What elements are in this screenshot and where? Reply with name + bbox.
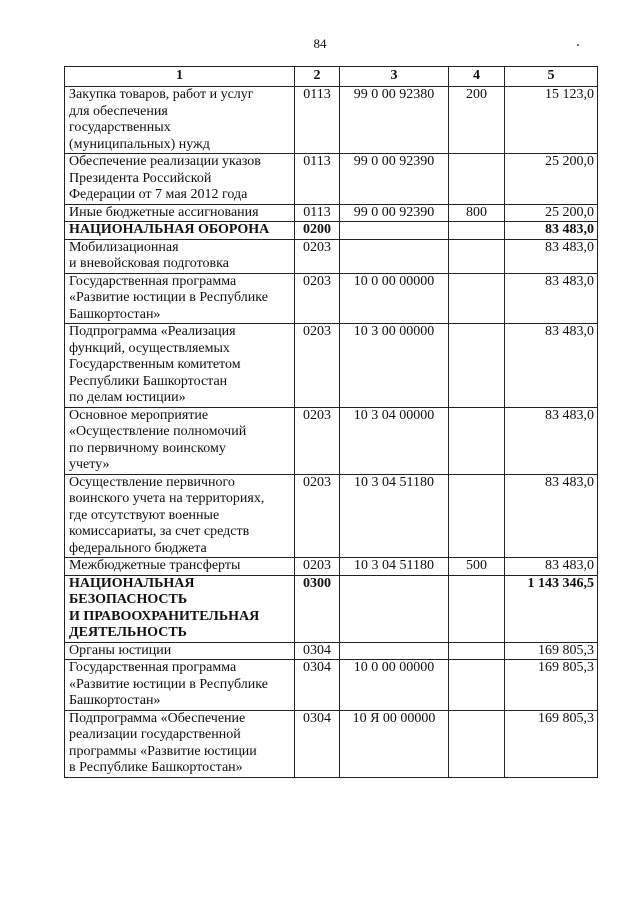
row-amount: 15 123,0 bbox=[505, 87, 598, 154]
row-target-code: 99 0 00 92390 bbox=[340, 154, 449, 205]
row-section-code: 0113 bbox=[295, 154, 340, 205]
row-name: Иные бюджетные ассигнования bbox=[65, 204, 295, 222]
row-target-code: 10 3 04 51180 bbox=[340, 558, 449, 576]
column-header: 2 bbox=[295, 67, 340, 87]
row-section-code: 0304 bbox=[295, 710, 340, 777]
column-header: 1 bbox=[65, 67, 295, 87]
row-target-code bbox=[340, 239, 449, 273]
row-expense-type bbox=[449, 407, 505, 474]
row-expense-type bbox=[449, 642, 505, 660]
table-row bbox=[65, 239, 598, 273]
table-row bbox=[65, 575, 598, 642]
row-target-code: 10 3 00 00000 bbox=[340, 324, 449, 408]
row-expense-type: 200 bbox=[449, 87, 505, 154]
table-row bbox=[65, 642, 598, 660]
header-row bbox=[65, 67, 598, 87]
row-section-code: 0203 bbox=[295, 407, 340, 474]
row-name: Межбюджетные трансферты bbox=[65, 558, 295, 576]
row-expense-type bbox=[449, 660, 505, 711]
table-body bbox=[65, 87, 598, 778]
row-target-code bbox=[340, 222, 449, 240]
row-name: Подпрограмма «Обеспечение реализации государственной программы «Развитие юстиции в Республике Башкортостан» bbox=[65, 710, 295, 777]
row-amount: 83 483,0 bbox=[505, 407, 598, 474]
row-amount: 25 200,0 bbox=[505, 154, 598, 205]
row-expense-type bbox=[449, 575, 505, 642]
row-target-code bbox=[340, 642, 449, 660]
row-target-code: 10 3 04 51180 bbox=[340, 474, 449, 558]
row-name: Мобилизационная и вневойсковая подготовка bbox=[65, 239, 295, 273]
row-section-code: 0203 bbox=[295, 558, 340, 576]
table-row bbox=[65, 222, 598, 240]
row-expense-type bbox=[449, 273, 505, 324]
row-target-code: 10 3 04 00000 bbox=[340, 407, 449, 474]
row-amount: 83 483,0 bbox=[505, 324, 598, 408]
row-target-code: 10 0 00 00000 bbox=[340, 660, 449, 711]
budget-table bbox=[64, 66, 598, 778]
scan-speck bbox=[577, 44, 579, 46]
row-expense-type: 800 bbox=[449, 204, 505, 222]
row-name: Государственная программа «Развитие юстиции в Республике Башкортостан» bbox=[65, 273, 295, 324]
table-row bbox=[65, 474, 598, 558]
row-expense-type bbox=[449, 239, 505, 273]
row-amount: 83 483,0 bbox=[505, 222, 598, 240]
row-section-code: 0300 bbox=[295, 575, 340, 642]
row-name: Органы юстиции bbox=[65, 642, 295, 660]
table-row bbox=[65, 407, 598, 474]
column-header: 3 bbox=[340, 67, 449, 87]
row-section-code: 0304 bbox=[295, 642, 340, 660]
row-expense-type bbox=[449, 710, 505, 777]
row-amount: 25 200,0 bbox=[505, 204, 598, 222]
table-row bbox=[65, 660, 598, 711]
row-target-code bbox=[340, 575, 449, 642]
row-section-code: 0113 bbox=[295, 87, 340, 154]
row-name: Подпрограмма «Реализация функций, осуществляемых Государственным комитетом Республики Башкортостан по делам юстиции» bbox=[65, 324, 295, 408]
row-name: Обеспечение реализации указов Президента Российской Федерации от 7 мая 2012 года bbox=[65, 154, 295, 205]
page-number: 84 bbox=[313, 36, 327, 51]
row-section-code: 0203 bbox=[295, 324, 340, 408]
row-amount: 83 483,0 bbox=[505, 474, 598, 558]
table-row bbox=[65, 204, 598, 222]
row-amount: 1 143 346,5 bbox=[505, 575, 598, 642]
row-target-code: 10 Я 00 00000 bbox=[340, 710, 449, 777]
row-name: Закупка товаров, работ и услуг для обеспечения государственных (муниципальных) нужд bbox=[65, 87, 295, 154]
table-row bbox=[65, 273, 598, 324]
row-amount: 83 483,0 bbox=[505, 239, 598, 273]
row-section-code: 0200 bbox=[295, 222, 340, 240]
row-name: НАЦИОНАЛЬНАЯ ОБОРОНА bbox=[65, 222, 295, 240]
table-row bbox=[65, 710, 598, 777]
row-expense-type bbox=[449, 154, 505, 205]
table-row bbox=[65, 324, 598, 408]
table-row bbox=[65, 87, 598, 154]
row-name: Государственная программа «Развитие юстиции в Республике Башкортостан» bbox=[65, 660, 295, 711]
row-name: Основное мероприятие «Осуществление полномочий по первичному воинскому учету» bbox=[65, 407, 295, 474]
row-expense-type bbox=[449, 222, 505, 240]
table-row bbox=[65, 558, 598, 576]
row-name: Осуществление первичного воинского учета на территориях, где отсутствуют военные комиссариаты, за счет средств федерального бюджета bbox=[65, 474, 295, 558]
row-amount: 169 805,3 bbox=[505, 642, 598, 660]
column-header: 5 bbox=[505, 67, 598, 87]
row-name: НАЦИОНАЛЬНАЯ БЕЗОПАСНОСТЬ И ПРАВООХРАНИТЕЛЬНАЯ ДЕЯТЕЛЬНОСТЬ bbox=[65, 575, 295, 642]
row-target-code: 99 0 00 92380 bbox=[340, 87, 449, 154]
row-expense-type bbox=[449, 324, 505, 408]
row-amount: 169 805,3 bbox=[505, 660, 598, 711]
row-target-code: 99 0 00 92390 bbox=[340, 204, 449, 222]
row-expense-type bbox=[449, 474, 505, 558]
row-section-code: 0203 bbox=[295, 474, 340, 558]
row-section-code: 0304 bbox=[295, 660, 340, 711]
row-amount: 169 805,3 bbox=[505, 710, 598, 777]
row-target-code: 10 0 00 00000 bbox=[340, 273, 449, 324]
row-amount: 83 483,0 bbox=[505, 558, 598, 576]
table-row bbox=[65, 154, 598, 205]
row-expense-type: 500 bbox=[449, 558, 505, 576]
row-amount: 83 483,0 bbox=[505, 273, 598, 324]
column-header: 4 bbox=[449, 67, 505, 87]
row-section-code: 0203 bbox=[295, 273, 340, 324]
row-section-code: 0203 bbox=[295, 239, 340, 273]
row-section-code: 0113 bbox=[295, 204, 340, 222]
